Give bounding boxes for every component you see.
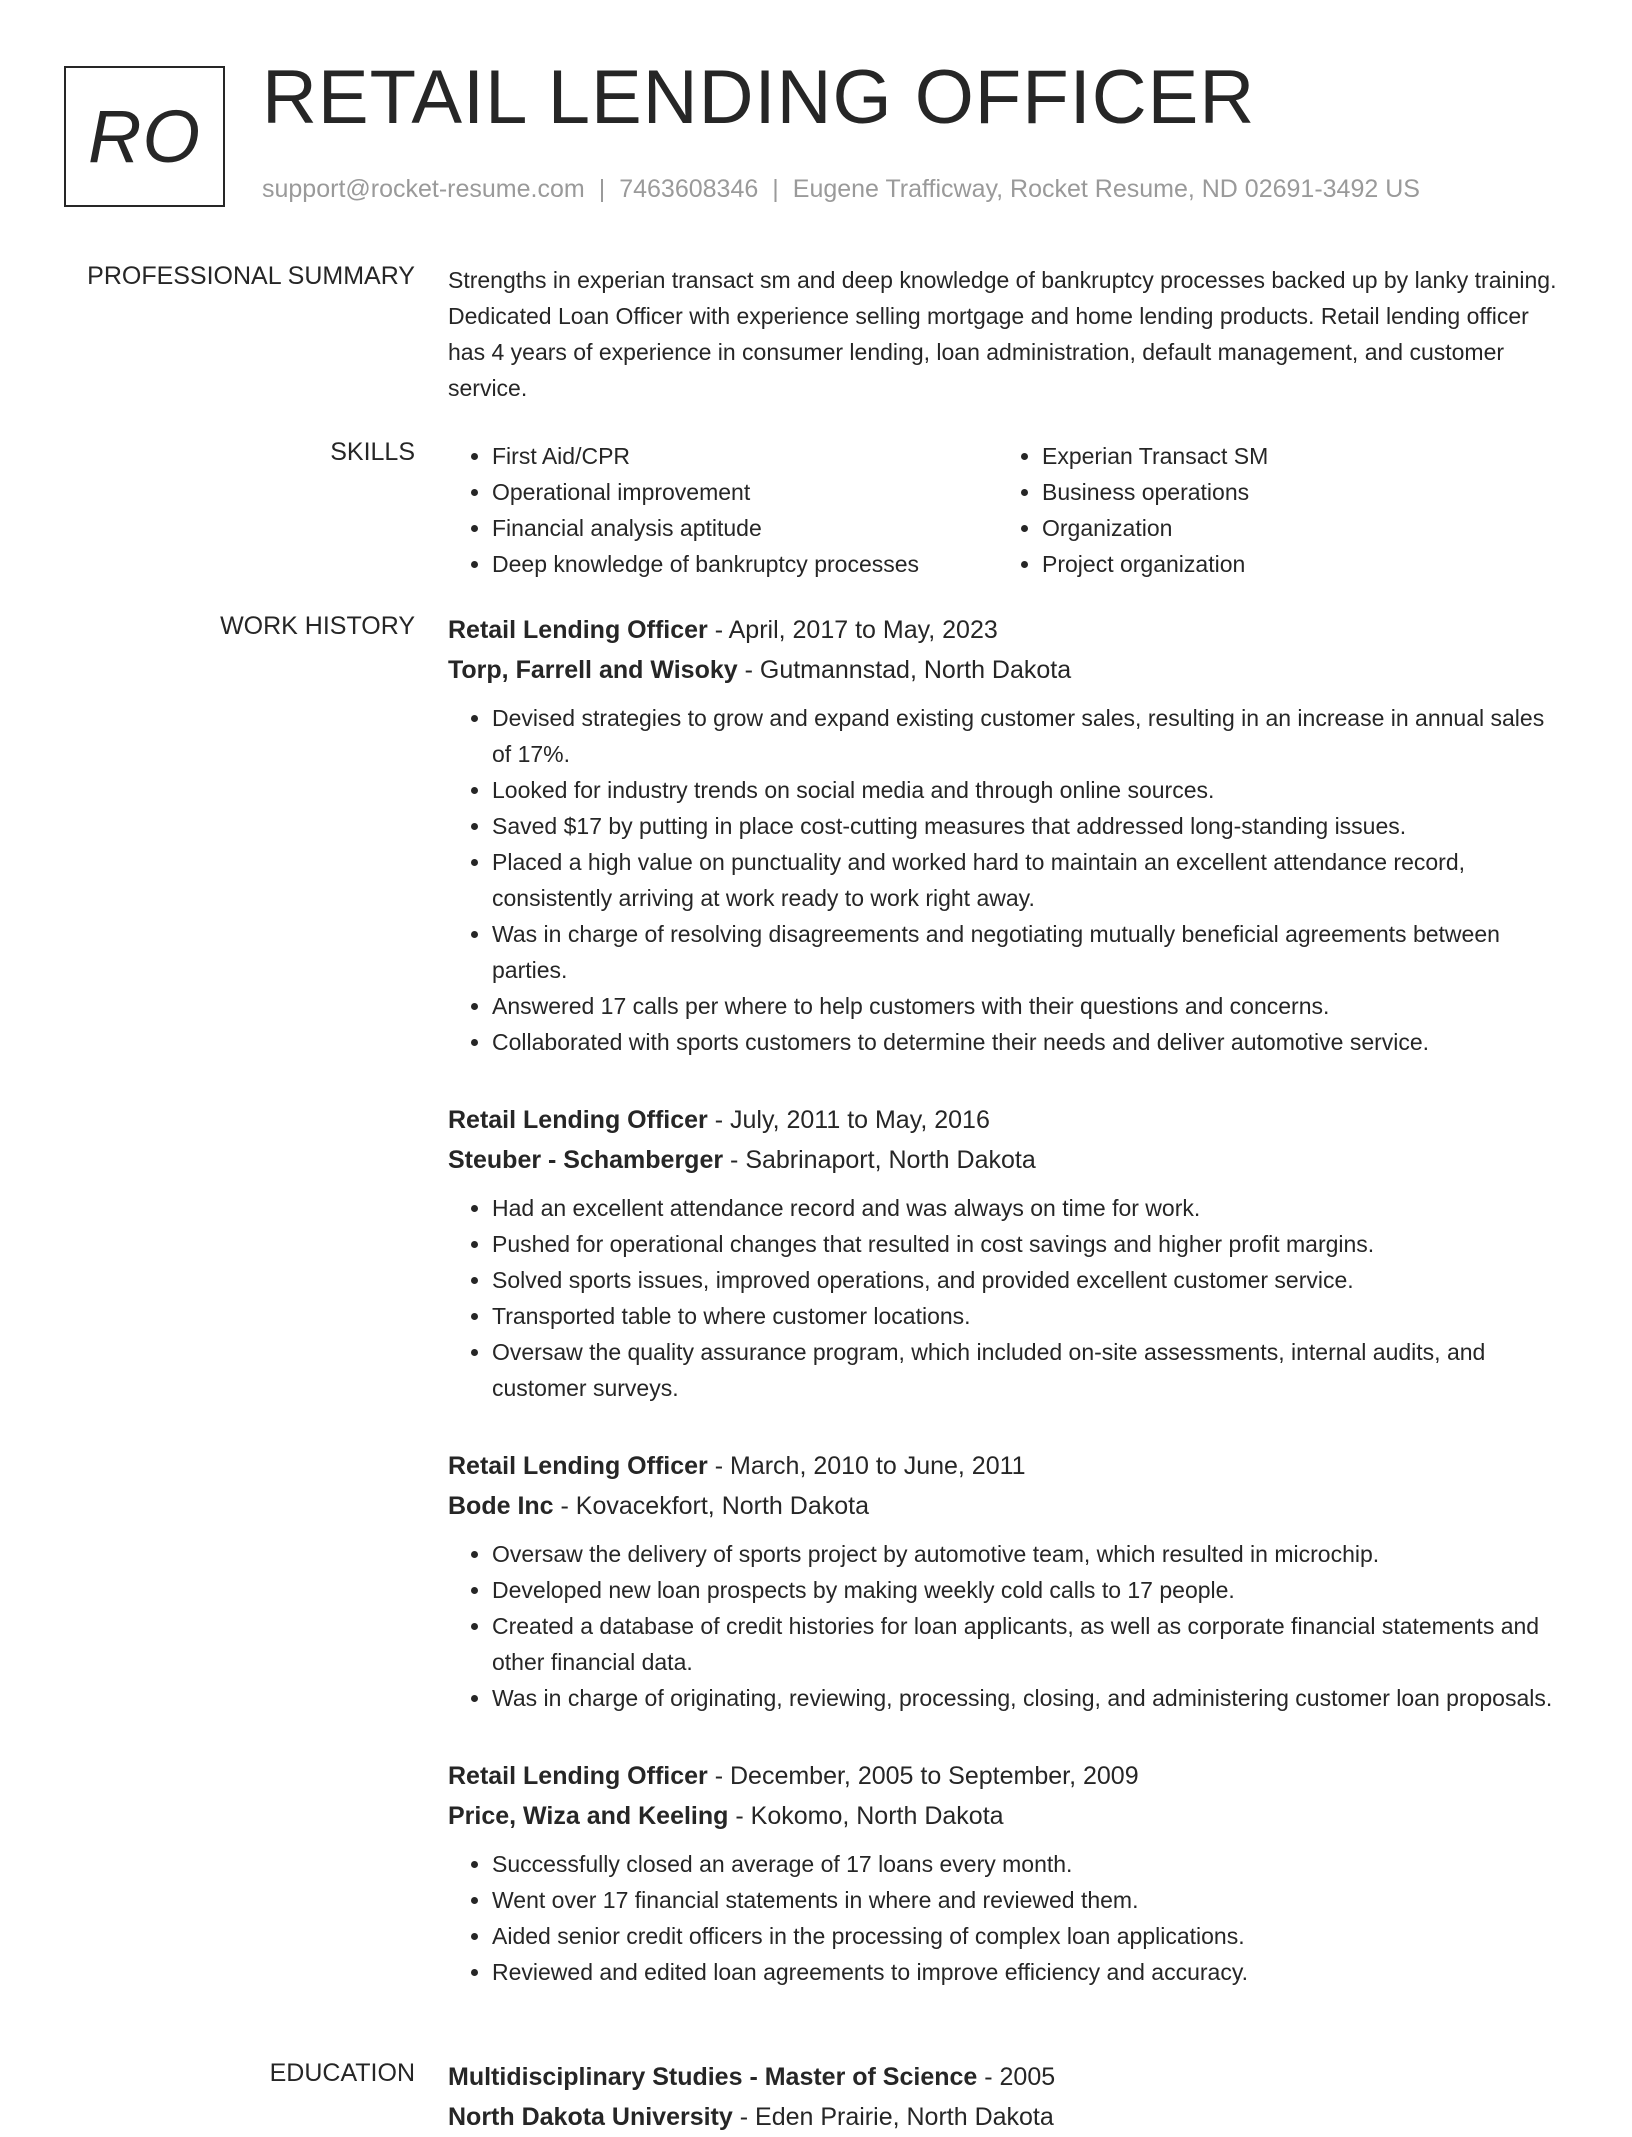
job-bullets [448, 1536, 1568, 1716]
skill-item: • Experian Transact SM [1042, 438, 1498, 474]
job-dates: - March, 2010 to June, 2011 [714, 1452, 1026, 1480]
job-bullets [448, 700, 1568, 1060]
job-bullet: • Devised strategies to grow and expand existing customer sales, resulting in an increase in annual sales of 17%. [492, 700, 1568, 772]
page-title: RETAIL LENDING OFFICER [262, 55, 1256, 140]
job-entry [448, 1756, 1568, 1990]
job-bullet: • Developed new loan prospects by making weekly cold calls to 17 people. [492, 1572, 1568, 1608]
job-location: - Kovacekfort, North Dakota [560, 1492, 869, 1520]
job-entry [448, 610, 1568, 1060]
skill-item: • Deep knowledge of bankruptcy processes [492, 546, 998, 582]
job-company: Torp, Farrell and Wisoky [448, 656, 738, 684]
job-bullet: • Saved $17 by putting in place cost-cutting measures that addressed long-standing issues. [492, 808, 1568, 844]
skills-list-left [448, 438, 998, 582]
job-title: Retail Lending Officer [448, 1452, 708, 1480]
job-bullet: • Pushed for operational changes that resulted in cost savings and higher profit margins. [492, 1226, 1568, 1262]
job-bullet: • Looked for industry trends on social media and through online sources. [492, 772, 1568, 808]
job-title: Retail Lending Officer [448, 1106, 708, 1134]
job-bullet: • Was in charge of originating, reviewing, processing, closing, and administering customer loan proposals. [492, 1680, 1568, 1716]
job-bullet: • Aided senior credit officers in the processing of complex loan applications. [492, 1918, 1568, 1954]
skill-item: • Organization [1042, 510, 1498, 546]
job-bullet: • Transported table to where customer locations. [492, 1298, 1568, 1334]
contact-separator: | [598, 175, 606, 203]
job-dates: - July, 2011 to May, 2016 [714, 1106, 990, 1134]
contact-email[interactable]: support@rocket-resume.com [262, 175, 585, 203]
education-location: - Eden Prairie, North Dakota [739, 2103, 1054, 2131]
job-dates: - December, 2005 to September, 2009 [714, 1762, 1139, 1790]
summary-text: Strengths in experian transact sm and deep knowledge of bankruptcy processes backed up by lanky training. Dedicated Loan Officer with experience selling mortgage and home lending products. Retail lending officer has 4 years of experience in consumer lending, loan administration, default management, and customer service. [448, 267, 1557, 401]
contact-phone[interactable]: 7463608346 [619, 175, 759, 203]
skill-item: • First Aid/CPR [492, 438, 998, 474]
job-title: Retail Lending Officer [448, 1762, 708, 1790]
monogram: RO [64, 66, 225, 207]
job-company: Bode Inc [448, 1492, 554, 1520]
job-bullet: • Oversaw the quality assurance program, which included on-site assessments, internal audits, and customer surveys. [492, 1334, 1568, 1406]
skills-grid [448, 438, 1568, 582]
section-label-education: EDUCATION [269, 2059, 415, 2087]
skills-list-right [998, 438, 1498, 582]
job-bullets [448, 1846, 1568, 1990]
education-school: North Dakota University [448, 2103, 733, 2131]
contact-separator: | [772, 175, 779, 203]
contact-line [262, 175, 1420, 204]
job-bullet: • Answered 17 calls per where to help customers with their questions and concerns. [492, 988, 1568, 1024]
job-entry [448, 1100, 1568, 1406]
job-bullet: • Oversaw the delivery of sports project by automotive team, which resulted in microchip. [492, 1536, 1568, 1572]
job-bullet: • Placed a high value on punctuality and worked hard to maintain an excellent attendance record, consistently arriving at work ready to work right away. [492, 844, 1568, 916]
section-label-work-history: WORK HISTORY [220, 612, 415, 640]
education-degree: Multidisciplinary Studies - Master of Science [448, 2063, 978, 2091]
skill-item: • Operational improvement [492, 474, 998, 510]
job-bullet: • Had an excellent attendance record and was always on time for work. [492, 1190, 1568, 1226]
job-bullet: • Solved sports issues, improved operations, and provided excellent customer service. [492, 1262, 1568, 1298]
job-bullet: • Went over 17 financial statements in where and reviewed them. [492, 1882, 1568, 1918]
job-bullets [448, 1190, 1568, 1406]
job-bullet: • Created a database of credit histories for loan applicants, as well as corporate financial statements and other financial data. [492, 1608, 1568, 1680]
skill-item: • Business operations [1042, 474, 1498, 510]
job-company: Price, Wiza and Keeling [448, 1802, 729, 1830]
section-label-summary: PROFESSIONAL SUMMARY [87, 262, 415, 290]
job-company: Steuber - Schamberger [448, 1146, 724, 1174]
job-location: - Kokomo, North Dakota [735, 1802, 1004, 1830]
job-location: - Gutmannstad, North Dakota [744, 656, 1072, 684]
job-location: - Sabrinaport, North Dakota [730, 1146, 1036, 1174]
job-bullet: • Was in charge of resolving disagreements and negotiating mutually beneficial agreements between parties. [492, 916, 1568, 988]
section-label-skills: SKILLS [330, 438, 415, 466]
skill-item: • Financial analysis aptitude [492, 510, 998, 546]
education-year: - 2005 [984, 2063, 1056, 2091]
job-dates: - April, 2017 to May, 2023 [714, 616, 998, 644]
skill-item: • Project organization [1042, 546, 1498, 582]
job-bullet: • Successfully closed an average of 17 loans every month. [492, 1846, 1568, 1882]
job-bullet: • Collaborated with sports customers to determine their needs and deliver automotive service. [492, 1024, 1568, 1060]
job-bullet: • Reviewed and edited loan agreements to improve efficiency and accuracy. [492, 1954, 1568, 1990]
job-entry [448, 1446, 1568, 1716]
contact-address: Eugene Trafficway, Rocket Resume, ND 02691-3492 US [792, 175, 1420, 203]
job-title: Retail Lending Officer [448, 616, 708, 644]
